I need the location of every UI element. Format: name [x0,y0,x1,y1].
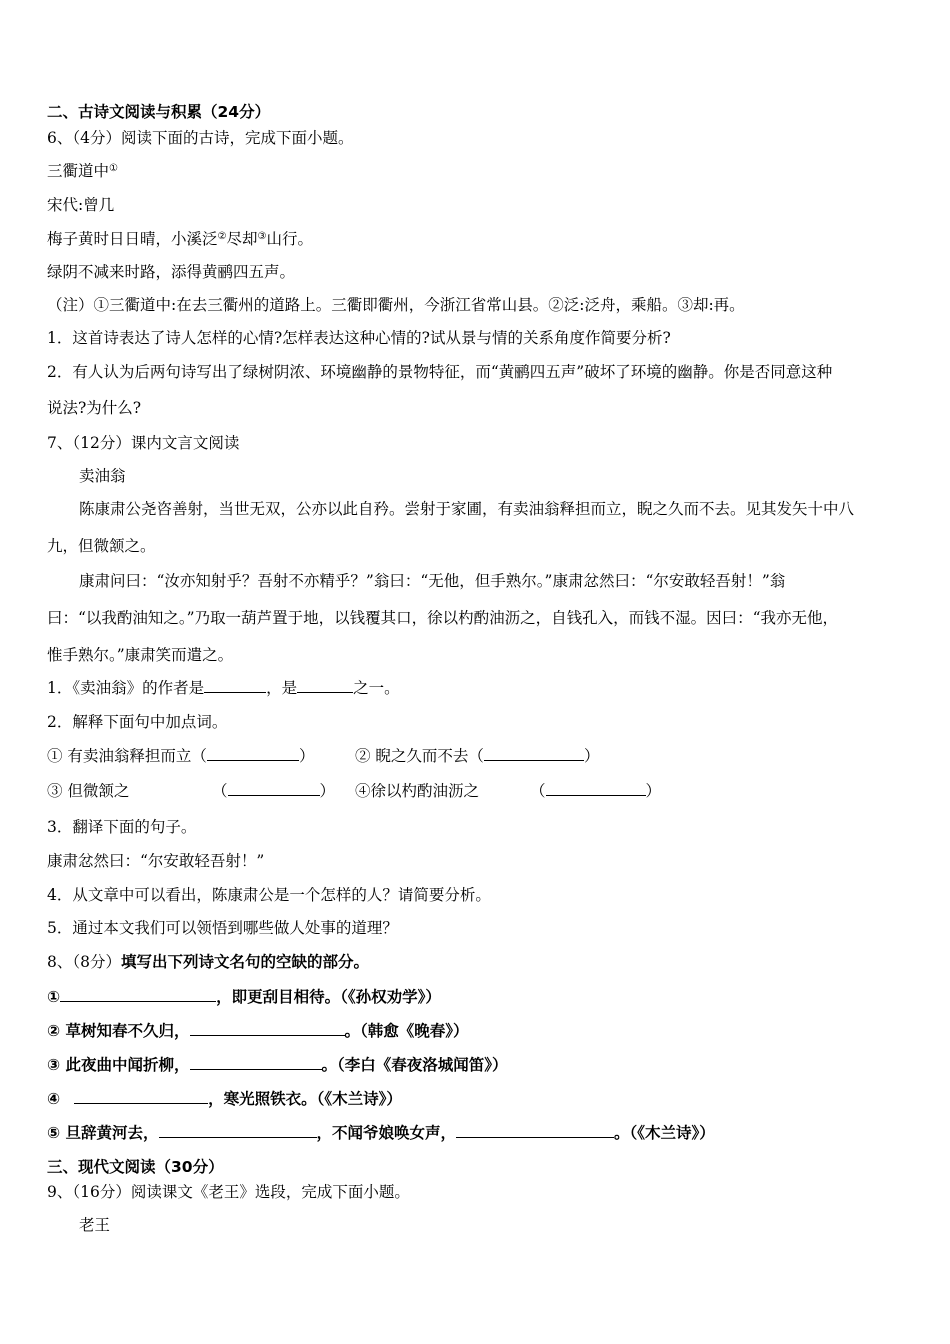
poem-line-1-a: 梅子黄时日日晴，小溪泛 [47,230,218,248]
q8-l1-a: ① [47,988,61,1006]
q8-line-5 [47,1123,715,1143]
answer-blank[interactable] [297,678,353,693]
q8-l2-b: 。（韩愈《晚春》） [344,1022,469,1040]
answer-blank[interactable] [60,987,216,1002]
answer-blank[interactable] [204,678,266,693]
passage-p2-line1: 康肃问曰：“汝亦知射乎？吾射不亦精乎？”翁曰：“无他，但手熟尔。”康肃忿然曰：“尔安敢轻吾射！”翁 [79,572,786,590]
answer-blank[interactable] [159,1123,317,1138]
q7-sub1-b: ，是 [266,679,298,697]
open-paren: （ [530,782,546,800]
poem-title [47,161,118,181]
q8-prompt-a: 8、（8分） [47,953,121,971]
q8-line-4 [47,1089,402,1109]
q8-l1-b: ，即更刮目相待。（《孙权劝学》） [216,988,441,1006]
poem-line-2: 绿阴不减来时路，添得黄鹂四五声。 [47,263,296,281]
q8-prompt-b: 填写出下列诗文名句的空缺的部分。 [120,953,369,971]
q8-line-1 [47,987,441,1007]
q6-prompt: 6、（4分）阅读下面的古诗，完成下面小题。 [47,129,354,147]
q7-sub1-c: 之一。 [353,679,400,697]
passage-p1-line2: 九，但微颔之。 [47,537,156,555]
q8-prompt [47,952,369,972]
note-marker: ① [109,163,118,174]
answer-blank[interactable] [190,1021,345,1036]
q6-sub1: 1．这首诗表达了诗人怎样的心情?怎样表达这种心情的?试从景与情的关系角度作简要分析? [47,329,671,347]
answer-blank[interactable] [546,781,646,796]
passage-title: 卖油翁 [79,467,126,485]
passage-p1-line1: 陈康肃公尧咨善射，当世无双，公亦以此自矜。尝射于家圃，有卖油翁释担而立，睨之久而不去。见其发矢十中八 [79,500,855,518]
q8-l4-b: ，寒光照铁衣。（《木兰诗》） [208,1090,402,1108]
gloss-item-2 [355,746,599,766]
poem-author: 宋代:曾几 [47,196,115,214]
q7-sub3: 3．翻译下面的句子。 [47,818,197,836]
poem-line-1 [47,229,313,249]
gloss-item-4-answer [530,781,661,801]
q7-sub2: 2．解释下面句中加点词。 [47,713,228,731]
q8-l3-b: 。（李白《春夜洛城闻笛》） [321,1056,508,1074]
close-paren: ） [298,747,315,765]
q7-prompt: 7、（12分）课内文言文阅读 [47,434,240,452]
q7-sub1-a: 1．《卖油翁》的作者是 [47,679,205,697]
poem-line-1-b: 尽却 [226,230,258,248]
poem-line-1-c: 山行。 [266,230,313,248]
passage-p2-line2: 曰：“以我酌油知之。”乃取一葫芦置于地，以钱覆其口，徐以杓酌油沥之，自钱孔入，而钱不湿。因曰：“我亦无他， [47,609,839,627]
q8-l5-c: 。（《木兰诗》） [614,1124,715,1142]
q8-l3-a: ③ 此夜曲中闻折柳， [47,1056,190,1074]
note-marker: ③ [257,231,267,242]
gloss-item-2-text: ② 睨之久而不去（ [355,747,484,765]
q9-passage-title: 老王 [79,1216,111,1234]
gloss-item-3-answer [212,781,335,801]
q7-sentence: 康肃忿然曰：“尔安敢轻吾射！” [47,852,265,870]
gloss-item-1-text: ① 有卖油翁释担而立（ [47,747,207,765]
gloss-item-3: ③ 但微颔之 [47,782,130,800]
q8-l4-a: ④ [47,1090,61,1108]
gloss-item-1 [47,746,314,766]
q7-sub4: 4．从文章中可以看出，陈康肃公是一个怎样的人？请简要分析。 [47,886,491,904]
q7-sub1 [47,678,400,698]
note-marker: ② [217,231,227,242]
q8-l2-a: ② 草树知春不久归， [47,1022,190,1040]
gloss-item-4: ④徐以杓酌油沥之 [355,782,480,800]
q8-l5-a: ⑤ 旦辞黄河去， [47,1124,159,1142]
q8-l5-b: ，不闻爷娘唤女声， [316,1124,457,1142]
close-paren: ） [583,747,600,765]
open-paren: （ [212,782,228,800]
q9-prompt: 9、（16分）阅读课文《老王》选段，完成下面小题。 [47,1183,410,1201]
section3-heading: 三、现代文阅读（30分） [47,1158,224,1176]
q6-sub2-line2: 说法?为什么? [47,399,142,417]
answer-blank[interactable] [484,746,584,761]
section2-heading: 二、古诗文阅读与积累（24分） [47,103,271,121]
answer-blank[interactable] [228,781,320,796]
q8-line-3 [47,1055,508,1075]
close-paren: ） [319,782,336,800]
poem-note: （注）①三衢道中:在去三衢州的道路上。三衢即衢州，今浙江省常山县。②泛:泛舟，乘船。③却:再。 [47,296,745,314]
q6-sub2-line1: 2．有人认为后两句诗写出了绿树阴浓、环境幽静的景物特征，而“黄鹂四五声”破坏了环境的幽静。你是否同意这种 [47,363,833,381]
close-paren: ） [645,782,662,800]
answer-blank[interactable] [207,746,299,761]
q7-sub5: 5．通过本文我们可以领悟到哪些做人处事的道理？ [47,919,398,937]
answer-blank[interactable] [74,1089,208,1104]
q8-line-2 [47,1021,469,1041]
answer-blank[interactable] [190,1055,322,1070]
passage-p2-line3: 惟手熟尔。”康肃笑而遣之。 [47,646,234,664]
answer-blank[interactable] [456,1123,614,1138]
poem-title-text: 三衢道中 [47,162,110,180]
